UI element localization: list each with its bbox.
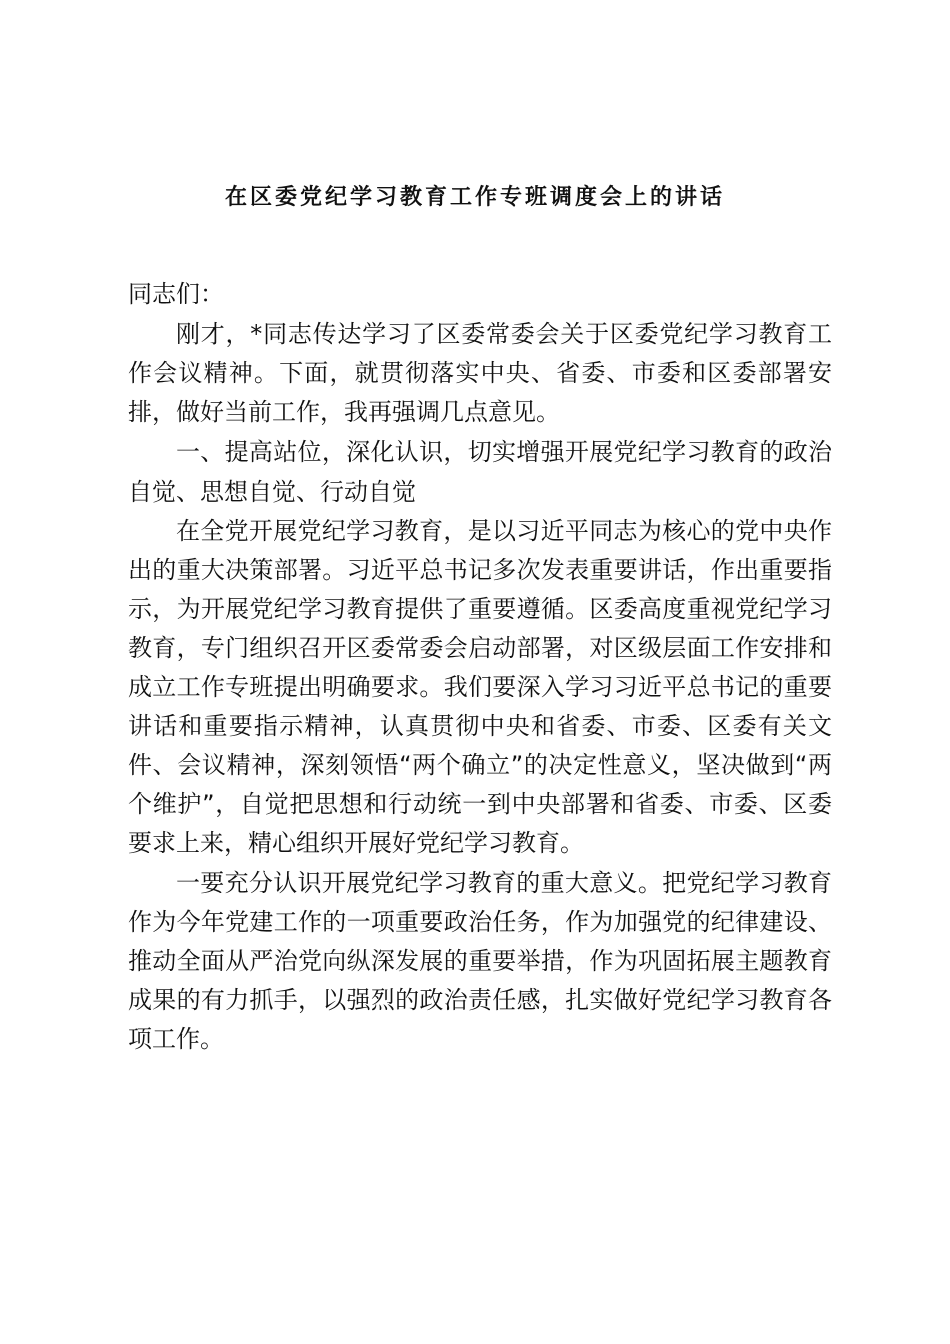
document-title: 在区委党纪学习教育工作专班调度会上的讲话 <box>224 185 725 210</box>
document-body <box>128 275 832 1059</box>
salutation: 同志们： <box>128 280 224 308</box>
body-paragraph-2: 一要充分认识开展党纪学习教育的重大意义。把党纪学习教育作为今年党建工作的一项重要政治任务，作为加强党的纪律建设、推动全面从严治党向纵深发展的重要举措，作为巩固拓展主题教育成果的有力抓手，以强烈的政治责任感，扎实做好党纪学习教育各项工作。 <box>128 869 832 1053</box>
opening-paragraph: 刚才，*同志传达学习了区委常委会关于区委党纪学习教育工作会议精神。下面，就贯彻落实中央、省委、市委和区委部署安排，做好当前工作，我再强调几点意见。 <box>128 320 832 426</box>
body-paragraph-1: 在全党开展党纪学习教育，是以习近平同志为核心的党中央作出的重大决策部署。习近平总书记多次发表重要讲话，作出重要指示，为开展党纪学习教育提供了重要遵循。区委高度重视党纪学习教育，专门组织召开区委常委会启动部署，对区级层面工作安排和成立工作专班提出明确要求。我们要深入学习习近平总书记的重要讲话和重要指示精神，认真贯彻中央和省委、市委、区委有关文件、会议精神，深刻领悟“两个确立”的决定性意义，坚决做到“两个维护”，自觉把思想和行动统一到中央部署和省委、市委、区委要求上来，精心组织开展好党纪学习教育。 <box>128 517 832 857</box>
section-heading-1: 一、提高站位，深化认识，切实增强开展党纪学习教育的政治自觉、思想自觉、行动自觉 <box>128 438 832 506</box>
